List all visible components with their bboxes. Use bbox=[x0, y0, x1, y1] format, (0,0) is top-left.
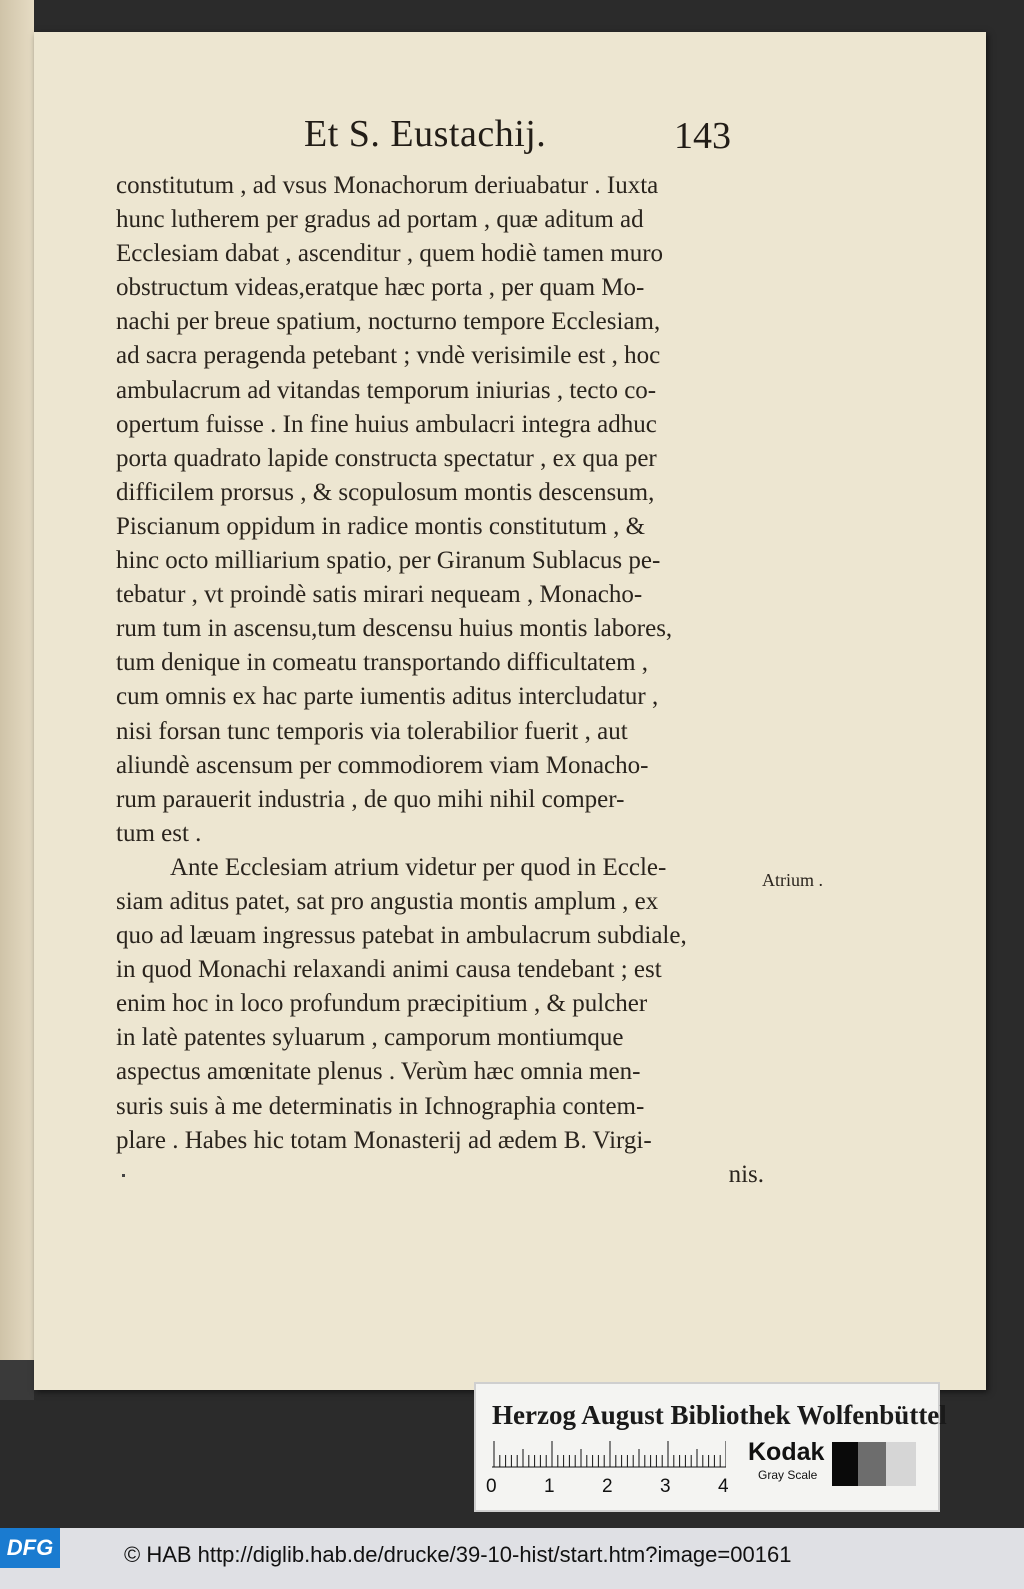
text-line: tum est . bbox=[116, 819, 202, 847]
text-line: porta quadrato lapide constructa spectatur , ex qua per bbox=[116, 444, 657, 472]
text-line: in quod Monachi relaxandi animi causa tendebant ; est bbox=[116, 956, 662, 984]
text-line: tebatur , vt proindè satis mirari nequeam , Monacho- bbox=[116, 581, 643, 609]
library-name: Herzog August Bibliothek Wolfenbüttel bbox=[492, 1400, 947, 1430]
grayscale-label: Gray Scale bbox=[758, 1468, 818, 1482]
footer-bar bbox=[0, 1528, 1024, 1589]
catchword: nis. bbox=[728, 1160, 764, 1188]
text-line: hinc octo milliarium spatio, per Giranum Sublacus pe- bbox=[116, 547, 661, 575]
text-line: nachi per breue spatium, nocturno tempore Ecclesiam, bbox=[116, 308, 661, 336]
text-line: Ecclesiam dabat , ascenditur , quem hodiè tamen muro bbox=[116, 240, 664, 268]
ruler-number: 2 bbox=[602, 1476, 613, 1497]
text-line: tum denique in comeatu transportando difficultatem , bbox=[116, 649, 649, 677]
text-line: rum parauerit industria , de quo mihi nihil comper- bbox=[116, 785, 625, 813]
text-line: siam aditus patet, sat pro angustia montis amplum , ex bbox=[116, 887, 659, 915]
ruler-number: 3 bbox=[660, 1476, 671, 1497]
text-line: ambulacrum ad vitandas temporum iniurias , tecto co- bbox=[116, 376, 657, 404]
ruler-number: 0 bbox=[486, 1476, 497, 1497]
book-page bbox=[34, 32, 986, 1390]
text-line: enim hoc in loco profundum præcipitium , & pulcher bbox=[116, 990, 648, 1018]
gray-swatch-black bbox=[832, 1442, 858, 1486]
dfg-logo: DFG bbox=[0, 1528, 60, 1568]
text-line: constitutum , ad vsus Monachorum deriuabatur . Iuxta bbox=[116, 172, 659, 199]
text-line: hunc lutherem per gradus ad portam , quæ aditum ad bbox=[116, 206, 644, 234]
text-line: cum omnis ex hac parte iumentis aditus intercludatur , bbox=[116, 683, 659, 711]
margin-note: Atrium . bbox=[762, 870, 823, 890]
ruler-scale bbox=[492, 1440, 726, 1468]
ruler-number: 1 bbox=[544, 1476, 555, 1497]
ink-speck bbox=[122, 1174, 125, 1177]
text-line: rum tum in ascensu,tum descensu huius montis labores, bbox=[116, 615, 673, 643]
gray-swatch-mid bbox=[858, 1442, 886, 1486]
kodak-logo: Kodak bbox=[748, 1438, 825, 1466]
text-line: difficilem prorsus , & scopulosum montis descensum, bbox=[116, 478, 655, 506]
text-line: suris suis à me determinatis in Ichnographia contem- bbox=[116, 1092, 645, 1120]
text-line: plare . Habes hic totam Monasterij ad ædem B. Virgi- bbox=[116, 1126, 652, 1154]
running-title: Et S. Eustachij. bbox=[304, 113, 547, 155]
text-line: Ante Ecclesiam atrium videtur per quod in Eccle- bbox=[170, 853, 667, 881]
text-line: obstructum videas,eratque hæc porta , per quam Mo- bbox=[116, 274, 645, 302]
text-line: opertum fuisse . In fine huius ambulacri integra adhuc bbox=[116, 410, 657, 438]
text-line: aliundè ascensum per commodiorem viam Monacho- bbox=[116, 751, 649, 779]
text-line: ad sacra peragenda petebant ; vndè verisimile est , hoc bbox=[116, 342, 661, 370]
text-line: Piscianum oppidum in radice montis constitutum , & bbox=[116, 512, 646, 540]
ruler-numbers bbox=[486, 1476, 746, 1498]
text-line: in latè patentes syluarum , camporum montiumque bbox=[116, 1024, 624, 1052]
text-line: nisi forsan tunc temporis via tolerabilior fuerit , aut bbox=[116, 717, 628, 745]
text-line: quo ad læuam ingressus patebat in ambulacrum subdiale, bbox=[116, 922, 687, 950]
body-text bbox=[116, 169, 776, 1192]
page-number: 143 bbox=[674, 115, 731, 157]
library-label bbox=[474, 1382, 947, 1512]
copyright-url[interactable]: © HAB http://diglib.hab.de/drucke/39-10-hist/start.htm?image=00161 bbox=[124, 1542, 792, 1567]
gray-swatch-light bbox=[886, 1442, 916, 1486]
text-line: aspectus amœnitate plenus . Verùm hæc omnia men- bbox=[116, 1058, 641, 1086]
running-head bbox=[34, 112, 986, 172]
facing-page-edge bbox=[0, 0, 34, 1390]
ruler-number: 4 bbox=[718, 1476, 729, 1497]
